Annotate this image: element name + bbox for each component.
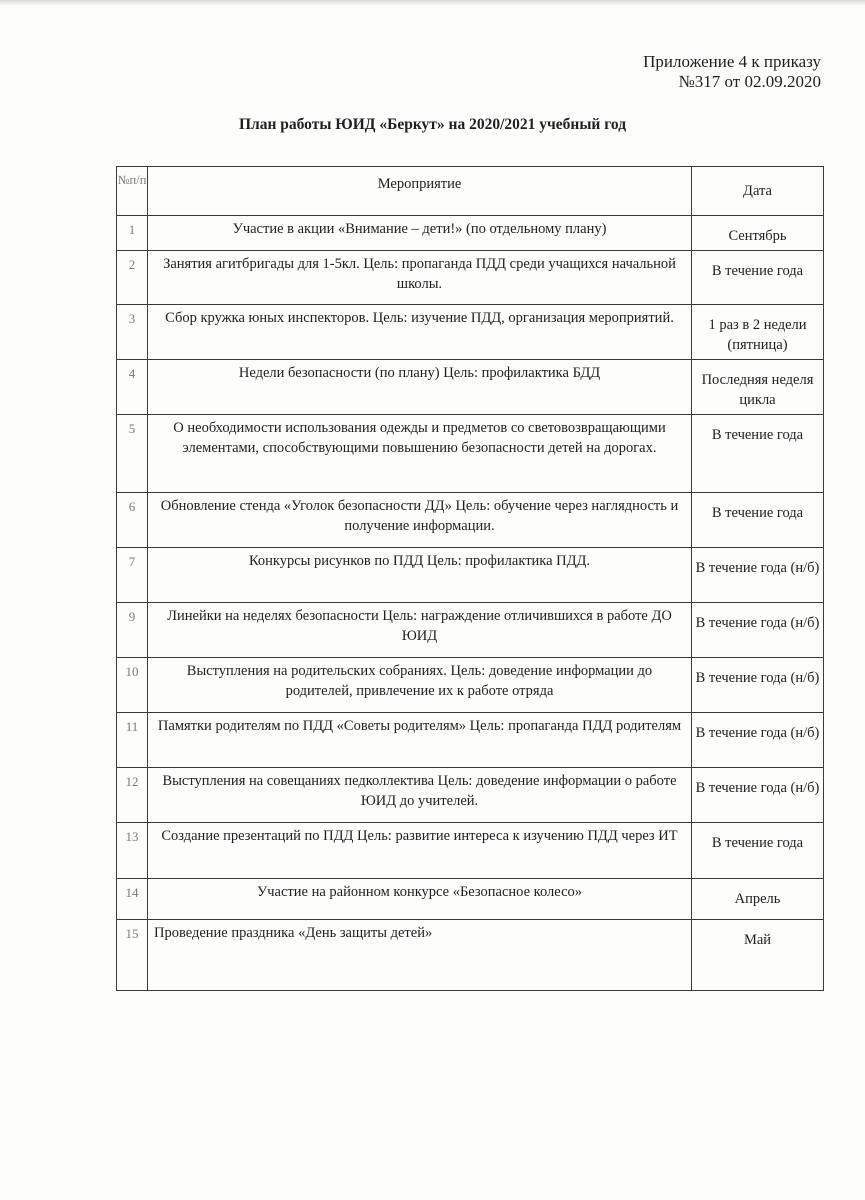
row-date: В течение года (н/б) [692, 658, 824, 713]
row-date: В течение года [692, 251, 824, 305]
row-event: Обновление стенда «Уголок безопасности ДД» Цель: обучение через наглядность и получение информации. [148, 493, 692, 548]
row-number: 11 [117, 713, 148, 768]
row-event: Недели безопасности (по плану) Цель: профилактика БДД [148, 360, 692, 415]
row-number: 10 [117, 658, 148, 713]
column-header-number: №п/п [117, 167, 148, 216]
table-row [117, 548, 824, 603]
row-date: В течение года (н/б) [692, 603, 824, 658]
table-header-row [117, 167, 824, 216]
row-event: Конкурсы рисунков по ПДД Цель: профилактика ПДД. [148, 548, 692, 603]
row-number: 15 [117, 920, 148, 991]
row-event: Создание презентаций по ПДД Цель: развитие интереса к изучению ПДД через ИТ [148, 823, 692, 879]
column-header-event: Мероприятие [148, 167, 692, 216]
table-row [117, 216, 824, 251]
row-number: 5 [117, 415, 148, 493]
row-date: В течение года (н/б) [692, 548, 824, 603]
table-body [117, 216, 824, 991]
row-event: Участие в акции «Внимание – дети!» (по отдельному плану) [148, 216, 692, 251]
row-date: В течение года (н/б) [692, 768, 824, 823]
row-date: В течение года [692, 493, 824, 548]
row-date: В течение года [692, 415, 824, 493]
table-row [117, 415, 824, 493]
column-header-date: Дата [692, 167, 824, 216]
row-number: 14 [117, 879, 148, 920]
row-event: Памятки родителям по ПДД «Советы родителям» Цель: пропаганда ПДД родителям [148, 713, 692, 768]
table-row [117, 920, 824, 991]
table-row [117, 879, 824, 920]
row-number: 12 [117, 768, 148, 823]
table-row [117, 305, 824, 360]
table-row [117, 603, 824, 658]
table-row [117, 768, 824, 823]
table-row [117, 658, 824, 713]
row-date: В течение года (н/б) [692, 713, 824, 768]
order-reference [643, 52, 821, 92]
row-number: 4 [117, 360, 148, 415]
page-title: План работы ЮИД «Беркут» на 2020/2021 учебный год [238, 116, 627, 133]
row-event: Занятия агитбригады для 1-5кл. Цель: пропаганда ПДД среди учащихся начальной школы. [148, 251, 692, 305]
row-date: Сентябрь [692, 216, 824, 251]
table-row [117, 823, 824, 879]
appendix-line: Приложение 4 к приказу [643, 52, 821, 71]
row-event: Сбор кружка юных инспекторов. Цель: изучение ПДД, организация мероприятий. [148, 305, 692, 360]
row-event: Выступления на совещаниях педколлектива Цель: доведение информации о работе ЮИД до учителей. [148, 768, 692, 823]
row-date: 1 раз в 2 недели (пятница) [692, 305, 824, 360]
row-number: 13 [117, 823, 148, 879]
row-event: Участие на районном конкурсе «Безопасное колесо» [148, 879, 692, 920]
row-event: Линейки на неделях безопасности Цель: награждение отличившихся в работе ДО ЮИД [148, 603, 692, 658]
row-number: 3 [117, 305, 148, 360]
table-row [117, 251, 824, 305]
row-event: Выступления на родительских собраниях. Цель: доведение информации до родителей, привлечение их к работе отряда [148, 658, 692, 713]
row-date: Апрель [692, 879, 824, 920]
row-event: О необходимости использования одежды и предметов со световозвращающими элементами, способствующими повышению безопасности детей на дорогах. [148, 415, 692, 493]
plan-table [116, 166, 824, 991]
scan-edge [0, 0, 865, 6]
row-number: 9 [117, 603, 148, 658]
row-date: Последняя неделя цикла [692, 360, 824, 415]
row-date: Май [692, 920, 824, 991]
row-number: 2 [117, 251, 148, 305]
row-event: Проведение праздника «День защиты детей» [148, 920, 692, 991]
table-row [117, 360, 824, 415]
row-number: 7 [117, 548, 148, 603]
row-number: 6 [117, 493, 148, 548]
row-number: 1 [117, 216, 148, 251]
table-row [117, 493, 824, 548]
order-line: №317 от 02.09.2020 [678, 72, 821, 91]
row-date: В течение года [692, 823, 824, 879]
table-row [117, 713, 824, 768]
